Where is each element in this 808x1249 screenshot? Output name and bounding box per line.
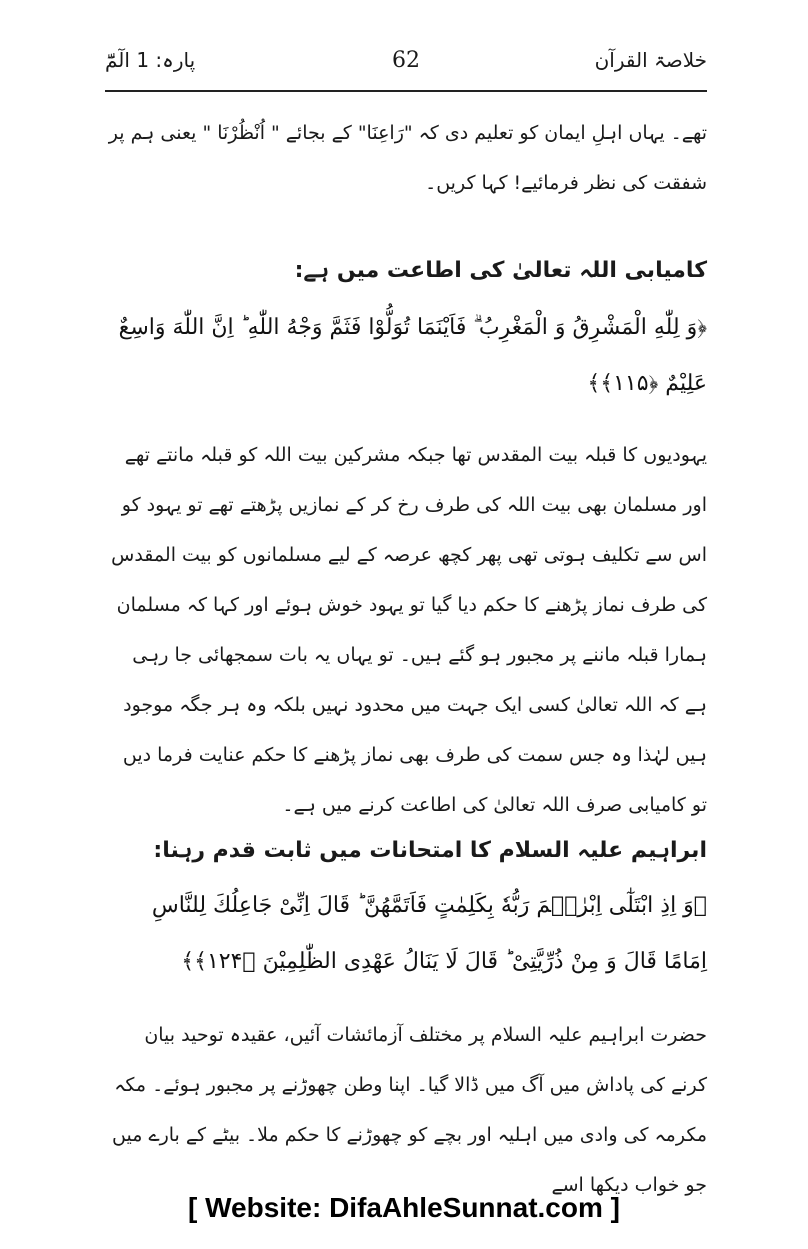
header-divider <box>105 90 707 92</box>
para-label: پارہ: 1 الٓمّٓ <box>105 48 196 72</box>
page-number: 62 <box>392 48 420 73</box>
body-paragraph-2: حضرت ابراہیم علیہ السلام پر مختلف آزمائشات آئیں، عقیدہ توحید بیان کرنے کی پاداش میں آگ میں ڈالا گیا۔ اپنا وطن چھوڑنے پر مجبور ہوئے۔ مکہ مکرمہ کی وادی میں اہلیہ اور بچے کو چھوڑنے کا حکم ملا۔ بیٹے کے بارے میں جو خواب دیکھا اسے <box>112 1024 707 1196</box>
website-footer: [ Website: DifaAhleSunnat.com ] <box>188 1192 620 1223</box>
section-heading-2: ابراہیم علیہ السلام کا امتحانات میں ثابت قدم رہنا: <box>153 838 707 863</box>
quran-verse-1: ﴿وَ لِلّٰهِ الْمَشْرِقُ وَ الْمَغْرِبُ ۗ فَاَيْنَمَا تُوَلُّوْا فَثَمَّ وَجْهُ اللّٰهِ ؕ اِنَّ اللّٰهَ وَاسِعٌ عَلِيْمٌ ﴿۱۱۵﴾﴾ <box>118 315 707 396</box>
book-title: خلاصۃ القرآن <box>594 48 707 72</box>
body-paragraph-1: یہودیوں کا قبلہ بیت المقدس تھا جبکہ مشرکین بیت اللہ کو قبلہ مانتے تھے اور مسلمان بھی بیت اللہ کی طرف رخ کر کے نمازیں پڑھتے تھے تو یہود کو اس سے تکلیف ہوتی تھی پھر کچھ عرصہ کے لیے مسلمانوں کو بیت المقدس کی طرف نماز پڑھنے کا حکم دیا گیا تو یہود خوش ہوئے اور کہا کہ مسلمان ہمارا قبلہ ماننے پر مجبور ہو گئے ہیں۔ تو یہاں یہ بات سمجھائی جا رہی ہے کہ اللہ تعالیٰ کسی ایک جہت میں محدود نہیں بلکہ وہ ہر جگہ موجود ہیں لہٰذا وہ جس سمت کی طرف بھی نماز پڑھنے کا حکم عنایت فرما دیں تو کامیابی صرف اللہ تعالیٰ کی اطاعت کرنے میں ہے۔ <box>111 444 707 816</box>
intro-paragraph: تھے۔ یہاں اہلِ ایمان کو تعلیم دی کہ "رَاعِنَا" کے بجائے " اُنْظُرْنَا " یعنی ہم پر شفقت کی نظر فرمائیے! کہا کریں۔ <box>108 122 707 194</box>
page-header <box>105 48 707 84</box>
quran-verse-2: ﴿وَ اِذِ ابْتَلٰٓى اِبْرٰهٖمَ رَبُّهٗ بِكَلِمٰتٍ فَاَتَمَّهُنَّ ؕ قَالَ اِنِّىْ جَاعِلُكَ لِلنَّاسِ اِمَامًا قَالَ وَ مِنْ ذُرِّيَّتِىْ ؕ قَالَ لَا يَنَالُ عَهْدِى الظّٰلِمِيْنَ ﴿۱۲۴﴾﴾ <box>151 893 707 974</box>
section-heading-1: کامیابی اللہ تعالیٰ کی اطاعت میں ہے: <box>294 258 707 283</box>
